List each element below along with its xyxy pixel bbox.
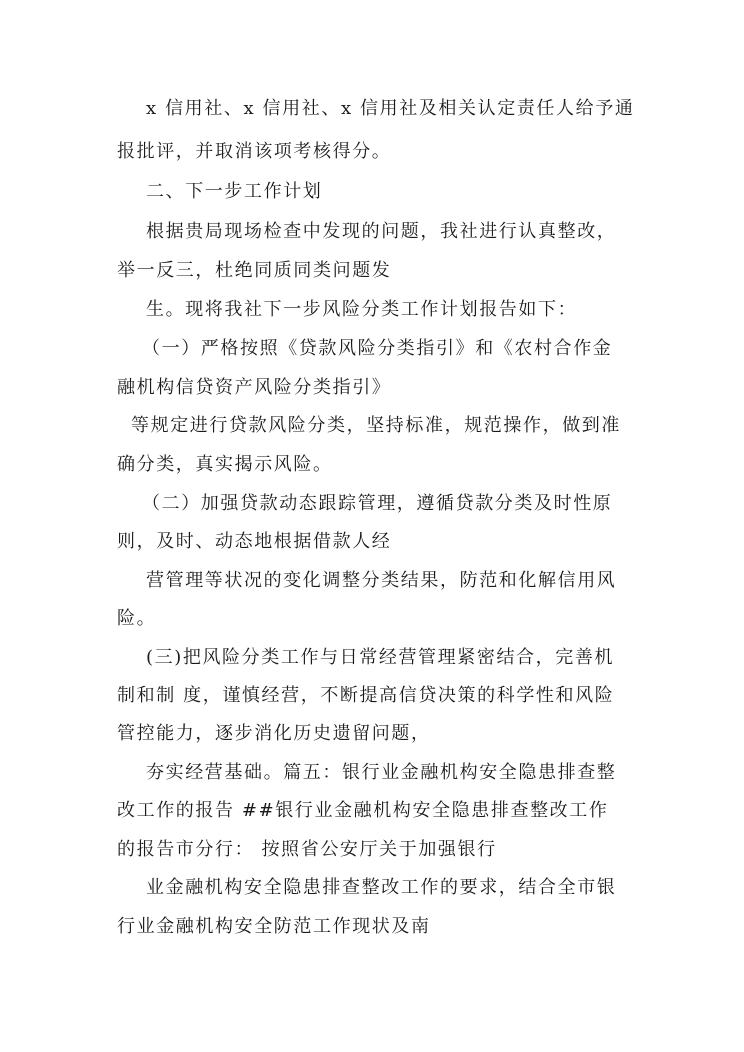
text-line-11: （二）加强贷款动态跟踪管理，遵循贷款分类及时性原 xyxy=(142,493,613,514)
text-line-8: 融机构信贷资产风险分类指引》 xyxy=(117,377,392,398)
text-line-6: 生。现将我社下一步风险分类工作计划报告如下： xyxy=(146,299,578,320)
text-line-9: 等规定进行贷款风险分类，坚持标准，规范操作，做到准 xyxy=(131,415,621,436)
text-line-5: 举一反三，杜绝同质同类问题发 xyxy=(117,260,392,281)
text-line-21: 业金融机构安全隐患排查整改工作的要求，结合全市银 xyxy=(146,877,617,898)
text-line-12: 则，及时、动态地根据借款人经 xyxy=(117,531,392,552)
section-heading: 二、下一步工作计划 xyxy=(146,181,323,202)
text-line-7: （一）严格按照《贷款风险分类指引》和《农村合作金 xyxy=(142,338,613,359)
text-line-1: x 信用社、x 信用社、x 信用社及相关认定责任人给予通 xyxy=(146,98,635,119)
text-line-2: 报批评，并取消该项考核得分。 xyxy=(117,141,392,162)
text-line-22: 行业金融机构安全防范工作现状及南 xyxy=(117,916,431,937)
text-line-15: (三)把风险分类工作与日常经营管理紧密结合，完善机 xyxy=(146,647,615,668)
text-line-20: 的报告市分行： 按照省公安厅关于加强银行 xyxy=(117,839,497,860)
text-line-19: 改工作的报告 ##银行业金融机构安全隐患排查整改工作 xyxy=(117,800,609,821)
text-line-14: 险。 xyxy=(117,608,157,629)
text-line-13: 营管理等状况的变化调整分类结果，防范和化解信用风 xyxy=(146,570,617,591)
text-line-10: 确分类，真实揭示风险。 xyxy=(117,454,333,475)
text-line-16: 制和制 度，谨慎经营，不断提高信贷决策的科学性和风险 xyxy=(117,685,615,706)
text-line-4: 根据贵局现场检查中发现的问题，我社进行认真整改， xyxy=(146,221,617,242)
text-line-17: 管控能力，逐步消化历史遗留问题， xyxy=(117,723,431,744)
text-line-18: 夯实经营基础。篇五：银行业金融机构安全隐患排查整 xyxy=(146,762,617,783)
